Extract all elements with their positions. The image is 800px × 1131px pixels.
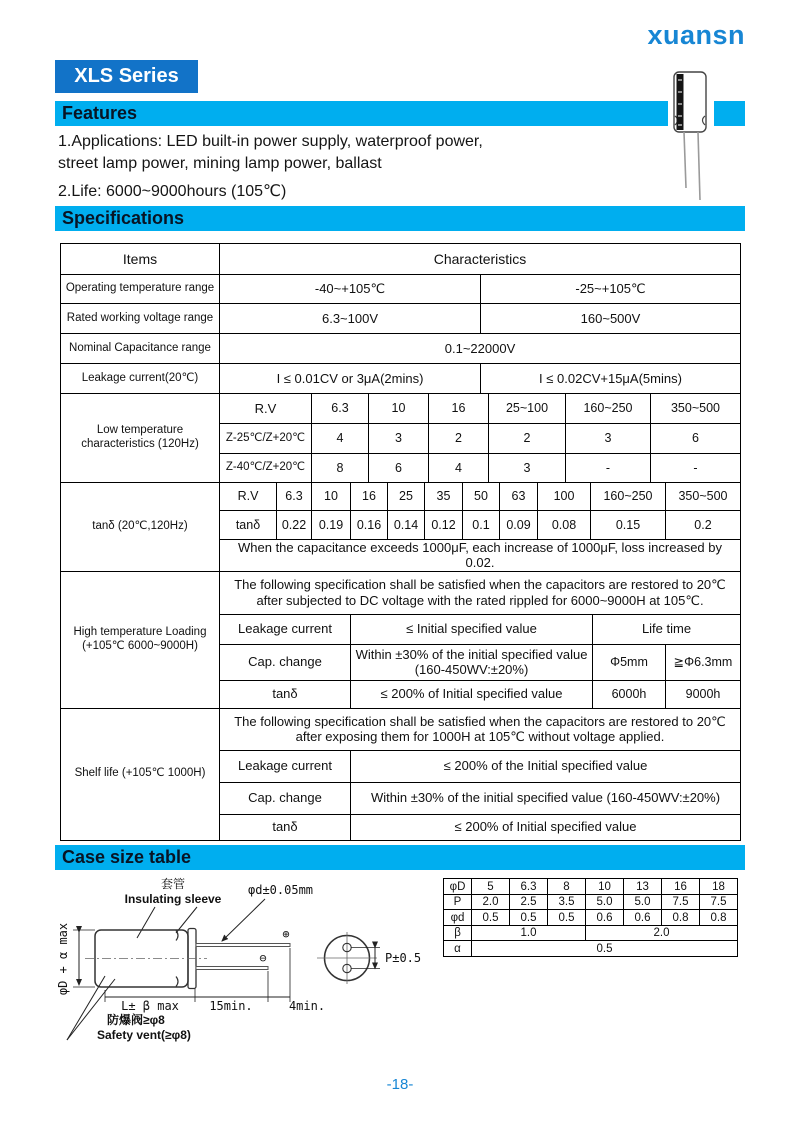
tan-delta-td-cell: 0.22 [277, 511, 312, 540]
tan-delta-rv-cell: 350~500 [666, 483, 741, 511]
low-temp-rv-label: R.V [220, 394, 312, 424]
low-temp-z25-cell: 4 [312, 424, 369, 454]
vent-label-en: Safety vent(≥φ8) [97, 1028, 191, 1042]
tan-delta-rv-cell: 50 [463, 483, 500, 511]
low-temp-rv-cell: 16 [429, 394, 489, 424]
specifications-heading-band [55, 206, 745, 231]
tan-delta-td-cell: 0.14 [388, 511, 425, 540]
case-size-heading-band [55, 845, 745, 870]
tan-delta-rv-cell: 160~250 [591, 483, 666, 511]
case-phid-cell: 0.6 [586, 910, 624, 926]
plus-terminal-mark: ⊕ [282, 927, 290, 941]
low-temp-rv-cell: 25~100 [489, 394, 566, 424]
table-row [444, 941, 738, 957]
tan-delta-label: tanδ (20℃,120Hz) [61, 483, 220, 572]
spec-low-temp-table [60, 393, 741, 483]
table-row [444, 895, 738, 910]
case-phid-cell: 0.5 [510, 910, 548, 926]
case-p-cell: 3.5 [548, 895, 586, 910]
case-d-cell: 6.3 [510, 879, 548, 895]
tip-min-text: 4min. [288, 999, 326, 1013]
high-temp-d63-header: ≧Φ6.3mm [666, 644, 741, 680]
diameter-dimension [56, 923, 95, 995]
leakage-low: I ≤ 0.01CV or 3μA(2mins) [220, 364, 481, 394]
case-phid-cell: 0.5 [472, 910, 510, 926]
sleeve-label-cn: 套管 [160, 877, 186, 891]
spec-shelf-life-table [60, 708, 741, 841]
low-temp-rv-cell: 6.3 [312, 394, 369, 424]
operating-temp-low: -40~+105℃ [220, 275, 481, 304]
spec-high-temp-table [60, 571, 741, 709]
lead-diameter-text: φd±0.05mm [248, 883, 314, 897]
features-line-2: street lamp power, mining lamp power, ballast [58, 155, 382, 172]
case-d-cell: 18 [700, 879, 738, 895]
features-life-line: 2.Life: 6000~9000hours (105℃) [58, 183, 287, 200]
low-temp-rv-cell: 350~500 [651, 394, 741, 424]
shelf-life-intro: The following specification shall be satisfied when the capacitors are restored to 20℃ after exposing them for 1000H at 105℃ without voltage applied. [220, 708, 741, 750]
table-row [61, 275, 741, 304]
shelf-life-label: Shelf life (+105℃ 1000H) [61, 708, 220, 840]
low-temp-z40-cell: 4 [429, 454, 489, 483]
case-d-cell: 13 [624, 879, 662, 895]
table-row [61, 334, 741, 364]
case-phid-cell: 0.8 [700, 910, 738, 926]
low-temp-z25-cell: 2 [429, 424, 489, 454]
lead-diameter-label [222, 883, 313, 941]
tan-delta-rv-cell: 10 [312, 483, 351, 511]
shelf-tan-value: ≤ 200% of Initial specified value [351, 814, 741, 840]
case-p-cell: 5.0 [624, 895, 662, 910]
case-d-cell: 16 [662, 879, 700, 895]
sleeve-label-en: Insulating sleeve [124, 892, 222, 906]
low-temp-z25-cell: 3 [369, 424, 429, 454]
tan-delta-rv-cell: 63 [500, 483, 538, 511]
pitch-dim-text: P±0.5 [385, 951, 422, 965]
case-d-cell: 8 [548, 879, 586, 895]
capacitance-value: 0.1~22000V [220, 334, 741, 364]
capacitor-leads [684, 132, 700, 200]
capacitor-side-view [85, 927, 290, 989]
minus-terminal-mark: ⊖ [259, 951, 267, 965]
high-temp-d63-life: 9000h [666, 680, 741, 708]
features-line-1: 1.Applications: LED built-in power supply, waterproof power, [58, 133, 483, 150]
lead-min-text: 15min. [209, 999, 253, 1013]
spec-tan-delta-table [60, 482, 741, 572]
case-beta-label: β [444, 926, 472, 941]
spec-general-table [60, 243, 741, 394]
low-temp-z40-cell: - [566, 454, 651, 483]
leakage-label: Leakage current(20℃) [61, 364, 220, 394]
low-temp-z25-cell: 6 [651, 424, 741, 454]
table-row [444, 926, 738, 941]
operating-temp-label: Operating temperature range [61, 275, 220, 304]
table-row [61, 244, 741, 275]
capacitor-bottom-view [317, 932, 421, 984]
low-temp-z25-cell: 2 [489, 424, 566, 454]
tan-delta-td-cell: 0.08 [538, 511, 591, 540]
diameter-dim-text: φD + α max [56, 922, 70, 996]
high-temp-leakage-value: ≤ Initial specified value [351, 614, 593, 644]
length-dim-text: L± β max [121, 999, 179, 1013]
features-heading-band [55, 101, 745, 126]
table-row [61, 304, 741, 334]
tan-delta-td-cell: 0.09 [500, 511, 538, 540]
high-temp-label: High temperature Loading (+105℃ 6000~9000H) [61, 571, 220, 708]
low-temp-label: Low temperature characteristics (120Hz) [61, 394, 220, 483]
high-temp-lifetime-header: Life time [593, 614, 741, 644]
case-size-table [443, 878, 738, 957]
tan-delta-td-cell: 0.16 [351, 511, 388, 540]
case-dimension-diagram [55, 872, 445, 1057]
case-d-cell: 5 [472, 879, 510, 895]
brand-logo: xuansn [647, 20, 745, 50]
table-row [444, 879, 738, 895]
case-beta-cell: 2.0 [586, 926, 738, 941]
rated-voltage-label: Rated working voltage range [61, 304, 220, 334]
low-temp-z25-cell: 3 [566, 424, 651, 454]
capacitor-body [674, 72, 706, 132]
high-temp-cap-label: Cap. change [220, 644, 351, 680]
specifications-heading: Specifications [62, 208, 185, 228]
table-row [61, 708, 741, 750]
low-temp-z40-cell: 8 [312, 454, 369, 483]
vent-label-cn: 防爆阀≥φ8 [107, 1013, 165, 1027]
specifications-table [60, 243, 742, 841]
tan-delta-rv-cell: 100 [538, 483, 591, 511]
tan-delta-td-cell: 0.1 [463, 511, 500, 540]
tan-delta-td-cell: 0.19 [312, 511, 351, 540]
case-p-cell: 5.0 [586, 895, 624, 910]
characteristics-header-cell: Characteristics [220, 244, 741, 275]
table-row [61, 483, 741, 511]
low-temp-z40-cell: 6 [369, 454, 429, 483]
tan-delta-rv-cell: 25 [388, 483, 425, 511]
case-p-cell: 2.5 [510, 895, 548, 910]
high-temp-tan-label: tanδ [220, 680, 351, 708]
capacitance-label: Nominal Capacitance range [61, 334, 220, 364]
shelf-cap-value: Within ±30% of the initial specified value (160-450WV:±20%) [351, 782, 741, 814]
case-p-label: P [444, 895, 472, 910]
case-phid-label: φd [444, 910, 472, 926]
tan-delta-td-cell: 0.12 [425, 511, 463, 540]
table-row [444, 910, 738, 926]
low-temp-z40-label: Z-40℃/Z+20℃ [220, 454, 312, 483]
items-header-cell: Items [61, 244, 220, 275]
rated-voltage-high: 160~500V [481, 304, 741, 334]
rated-voltage-low: 6.3~100V [220, 304, 481, 334]
series-title: XLS Series [74, 65, 179, 87]
tan-delta-td-cell: 0.15 [591, 511, 666, 540]
high-temp-leakage-label: Leakage current [220, 614, 351, 644]
capacitor-product-icon [664, 70, 722, 202]
low-temp-z40-cell: - [651, 454, 741, 483]
high-temp-intro: The following specification shall be satisfied when the capacitors are restored to 20℃ after subjected to DC voltage with the rated rippled for 6000~9000H at 105℃. [220, 571, 741, 614]
tan-delta-td-cell: 0.2 [666, 511, 741, 540]
case-alpha-label: α [444, 941, 472, 957]
tan-delta-rv-label: R.V [220, 483, 277, 511]
shelf-leakage-value: ≤ 200% of the Initial specified value [351, 750, 741, 782]
shelf-cap-label: Cap. change [220, 782, 351, 814]
low-temp-z25-label: Z-25℃/Z+20℃ [220, 424, 312, 454]
case-alpha-cell: 0.5 [472, 941, 738, 957]
leakage-high: I ≤ 0.02CV+15μA(5mins) [481, 364, 741, 394]
series-title-banner [55, 60, 198, 93]
tan-delta-note: When the capacitance exceeds 1000μF, each increase of 1000μF, loss increased by 0.02. [220, 540, 741, 572]
insulating-sleeve-label [125, 876, 222, 938]
case-p-cell: 2.0 [472, 895, 510, 910]
high-temp-d5-life: 6000h [593, 680, 666, 708]
case-p-cell: 7.5 [662, 895, 700, 910]
table-row [61, 394, 741, 424]
high-temp-d5-header: Φ5mm [593, 644, 666, 680]
tan-delta-rv-cell: 16 [351, 483, 388, 511]
low-temp-rv-cell: 10 [369, 394, 429, 424]
case-p-cell: 7.5 [700, 895, 738, 910]
features-heading: Features [62, 103, 138, 123]
page-number: -18- [386, 1076, 414, 1093]
shelf-leakage-label: Leakage current [220, 750, 351, 782]
case-phid-cell: 0.5 [548, 910, 586, 926]
case-size-heading: Case size table [62, 847, 192, 867]
case-d-label: φD [444, 879, 472, 895]
case-phid-cell: 0.8 [662, 910, 700, 926]
high-temp-tan-value: ≤ 200% of Initial specified value [351, 680, 593, 708]
shelf-tan-label: tanδ [220, 814, 351, 840]
case-beta-cell: 1.0 [472, 926, 586, 941]
tan-delta-td-label: tanδ [220, 511, 277, 540]
table-row [61, 571, 741, 614]
low-temp-z40-cell: 3 [489, 454, 566, 483]
tan-delta-rv-cell: 6.3 [277, 483, 312, 511]
case-d-cell: 10 [586, 879, 624, 895]
low-temp-rv-cell: 160~250 [566, 394, 651, 424]
length-dimensions [105, 948, 325, 1013]
table-row [61, 364, 741, 394]
case-phid-cell: 0.6 [624, 910, 662, 926]
tan-delta-rv-cell: 35 [425, 483, 463, 511]
high-temp-cap-value: Within ±30% of the initial specified value (160-450WV:±20%) [351, 644, 593, 680]
operating-temp-high: -25~+105℃ [481, 275, 741, 304]
